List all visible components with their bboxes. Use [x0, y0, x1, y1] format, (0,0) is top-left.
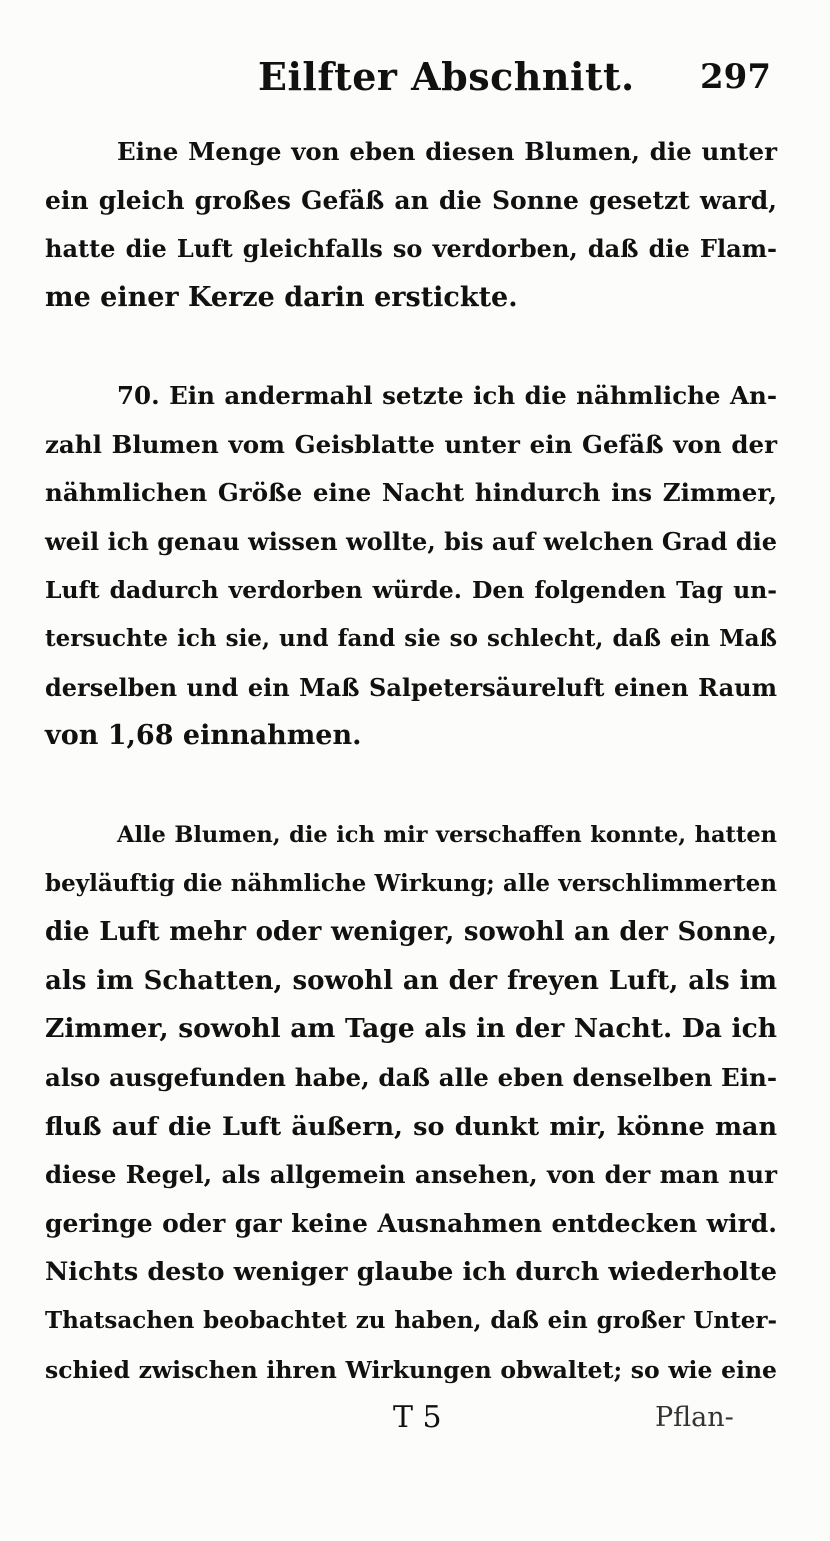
- text-line: 70. Ein andermahl setzte ich die nähmliche An-: [117, 381, 777, 410]
- text-line: Zimmer, sowohl am Tage als in der Nacht. Da ich: [45, 1013, 777, 1045]
- text-line: weil ich genau wissen wollte, bis auf welchen Grad die: [45, 526, 777, 556]
- running-head: [0, 52, 830, 102]
- text-line: diese Regel, als allgemein ansehen, von der man nur: [45, 1160, 777, 1190]
- text-line: beyläuftig die nähmliche Wirkung; alle verschlimmerten: [45, 869, 777, 897]
- text-line: fluß auf die Luft äußern, so dunkt mir, könne man: [45, 1111, 777, 1142]
- text-line: also ausgefunden habe, daß alle eben denselben Ein-: [45, 1062, 777, 1092]
- text-line: nähmlichen Größe eine Nacht hindurch ins Zimmer,: [45, 478, 777, 508]
- text-line: me einer Kerze darin erstickte.: [45, 281, 518, 313]
- signature-mark: T 5: [393, 1400, 442, 1435]
- text-line: als im Schatten, sowohl an der freyen Luft, als im: [45, 965, 777, 996]
- text-line: hatte die Luft gleichfalls so verdorben, daß die Flam-: [45, 234, 777, 264]
- text-line: Thatsachen beobachtet zu haben, daß ein großer Unter-: [45, 1306, 777, 1334]
- text-line: Nichts desto weniger glaube ich durch wiederholte: [45, 1257, 777, 1288]
- text-line: tersuchte ich sie, und fand sie so schlecht, daß ein Maß: [45, 624, 777, 652]
- page-number: 297: [700, 57, 771, 97]
- text-line: Luft dadurch verdorben würde. Den folgenden Tag un-: [45, 576, 777, 605]
- text-line: zahl Blumen vom Geisblatte unter ein Gefäß von der: [45, 429, 777, 459]
- paragraph-3: [45, 811, 777, 1394]
- text-line: Eine Menge von eben diesen Blumen, die unter: [117, 137, 777, 166]
- text-line: derselben und ein Maß Salpetersäureluft einen Raum: [45, 672, 777, 702]
- chapter-title: Eilfter Abschnitt.: [258, 54, 635, 99]
- paragraph-1: [45, 128, 777, 322]
- text-line: schied zwischen ihren Wirkungen obwaltet; so wie eine: [45, 1355, 777, 1384]
- text-line: ein gleich großes Gefäß an die Sonne gesetzt ward,: [45, 185, 777, 215]
- page-footer: [0, 1393, 830, 1443]
- text-line: geringe oder gar keine Ausnahmen entdecken wird.: [45, 1208, 777, 1238]
- text-line: die Luft mehr oder weniger, sowohl an der Sonne,: [45, 917, 777, 948]
- text-line: Alle Blumen, die ich mir verschaffen konnte, hatten: [117, 822, 777, 848]
- paragraph-2: [45, 372, 777, 761]
- catchword: Pflan-: [655, 1402, 734, 1433]
- text-line: von 1,68 einnahmen.: [45, 720, 362, 752]
